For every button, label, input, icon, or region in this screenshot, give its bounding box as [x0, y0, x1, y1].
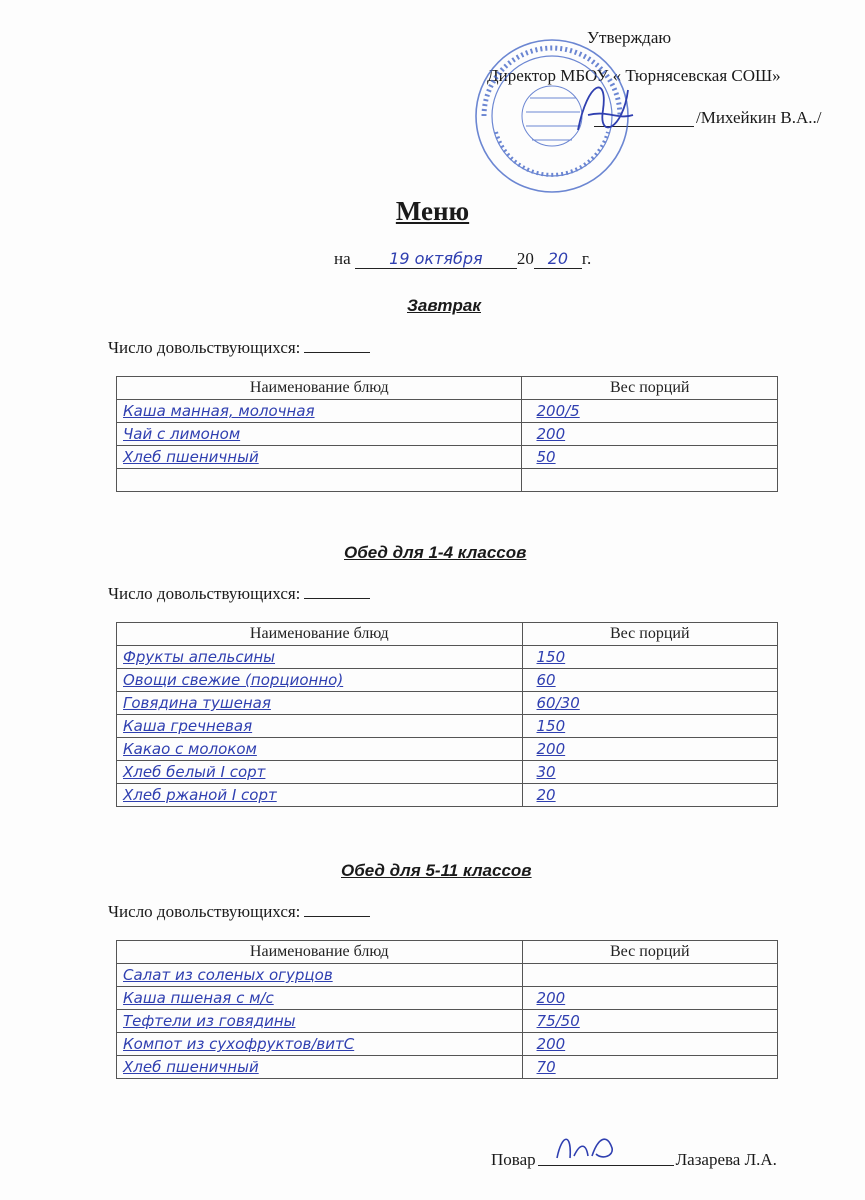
- table-row: [117, 1056, 778, 1079]
- weight-cell: 150: [522, 715, 777, 738]
- weight-cell: 200/5: [522, 400, 778, 423]
- dish-cell: Салат из соленых огурцов: [117, 964, 523, 987]
- weight-cell: 200: [522, 423, 778, 446]
- weight-cell: 30: [522, 761, 777, 784]
- table-header-row: [117, 623, 778, 646]
- table-row: [117, 400, 778, 423]
- dish-cell: Хлеб пшеничный: [117, 1056, 523, 1079]
- table-row: [117, 784, 778, 807]
- table-row: [117, 964, 778, 987]
- weight-cell: 200: [522, 738, 777, 761]
- weight-cell: 20: [522, 784, 777, 807]
- cook-label: Повар: [491, 1150, 536, 1169]
- table-row: [117, 423, 778, 446]
- table-row: [117, 738, 778, 761]
- header-portion-weight: Вес порций: [522, 623, 777, 646]
- weight-cell: 60/30: [522, 692, 777, 715]
- dish-cell: Тефтели из говядины: [117, 1010, 523, 1033]
- director-signature: [568, 70, 638, 150]
- dish-cell: Говядина тушеная: [117, 692, 523, 715]
- table-header-row: [117, 377, 778, 400]
- header-portion-weight: Вес порций: [522, 377, 778, 400]
- dish-cell: Фрукты апельсины: [117, 646, 523, 669]
- table-row: [117, 1033, 778, 1056]
- date-century: 20: [516, 249, 534, 268]
- table-row: [117, 692, 778, 715]
- weight-cell: 150: [522, 646, 777, 669]
- header-portion-weight: Вес порций: [522, 941, 777, 964]
- lunch-5-11-table: [116, 940, 778, 1079]
- breakfast-count: [108, 338, 370, 358]
- lunch-1-4-table: [116, 622, 778, 807]
- breakfast-count-blank: [304, 352, 370, 353]
- cook-line: [491, 1150, 777, 1170]
- header-dish-name: Наименование блюд: [117, 377, 522, 400]
- lunch-1-4-count: [108, 584, 370, 604]
- weight-cell: [522, 469, 778, 492]
- dish-cell: Компот из сухофруктов/витС: [117, 1033, 523, 1056]
- page-title: Меню: [395, 196, 470, 226]
- dish-cell: Хлеб пшеничный: [117, 446, 522, 469]
- dish-cell: Какао с молоком: [117, 738, 523, 761]
- breakfast-count-label: Число довольствующихся:: [108, 338, 301, 357]
- lunch-5-11-count-blank: [304, 916, 370, 917]
- table-row: [117, 1010, 778, 1033]
- table-row: [117, 469, 778, 492]
- lunch-1-4-title: Обед для 1-4 классов: [344, 543, 527, 562]
- weight-cell: 75/50: [522, 1010, 777, 1033]
- dish-cell: Хлеб ржаной I сорт: [117, 784, 523, 807]
- date-prefix: на: [334, 249, 351, 268]
- approval-position: Директор МБОУ « Тюрнясевская СОШ»: [487, 66, 781, 85]
- lunch-5-11-count-label: Число довольствующихся:: [108, 902, 301, 921]
- table-row: [117, 987, 778, 1010]
- lunch-1-4-count-label: Число довольствующихся:: [108, 584, 301, 603]
- approval-label: Утверждаю: [587, 28, 672, 47]
- cook-name: Лазарева Л.А.: [675, 1150, 777, 1169]
- date-year: 20: [534, 249, 582, 269]
- weight-cell: 70: [522, 1056, 777, 1079]
- date-line: [334, 249, 591, 269]
- lunch-5-11-title: Обед для 5-11 классов: [341, 861, 532, 880]
- table-row: [117, 646, 778, 669]
- header-dish-name: Наименование блюд: [117, 941, 523, 964]
- dish-cell: Овощи свежие (порционно): [117, 669, 523, 692]
- cook-signature-line: [538, 1165, 674, 1166]
- dish-cell: Каша пшеная с м/с: [117, 987, 523, 1010]
- header-dish-name: Наименование блюд: [117, 623, 523, 646]
- dish-cell: [117, 469, 522, 492]
- breakfast-title: Завтрак: [407, 296, 481, 315]
- dish-cell: Хлеб белый I сорт: [117, 761, 523, 784]
- breakfast-table: [116, 376, 778, 492]
- table-row: [117, 761, 778, 784]
- weight-cell: 200: [522, 1033, 777, 1056]
- weight-cell: [522, 964, 777, 987]
- dish-cell: Каша манная, молочная: [117, 400, 522, 423]
- table-row: [117, 446, 778, 469]
- weight-cell: 200: [522, 987, 777, 1010]
- table-row: [117, 715, 778, 738]
- weight-cell: 60: [522, 669, 777, 692]
- lunch-5-11-count: [108, 902, 370, 922]
- lunch-1-4-count-blank: [304, 598, 370, 599]
- dish-cell: Каша гречневая: [117, 715, 523, 738]
- date-day: 19 октября: [355, 249, 517, 269]
- table-header-row: [117, 941, 778, 964]
- weight-cell: 50: [522, 446, 778, 469]
- date-suffix: г.: [581, 249, 592, 268]
- dish-cell: Чай с лимоном: [117, 423, 522, 446]
- director-name: /Михейкин В.А../: [696, 108, 822, 127]
- table-row: [117, 669, 778, 692]
